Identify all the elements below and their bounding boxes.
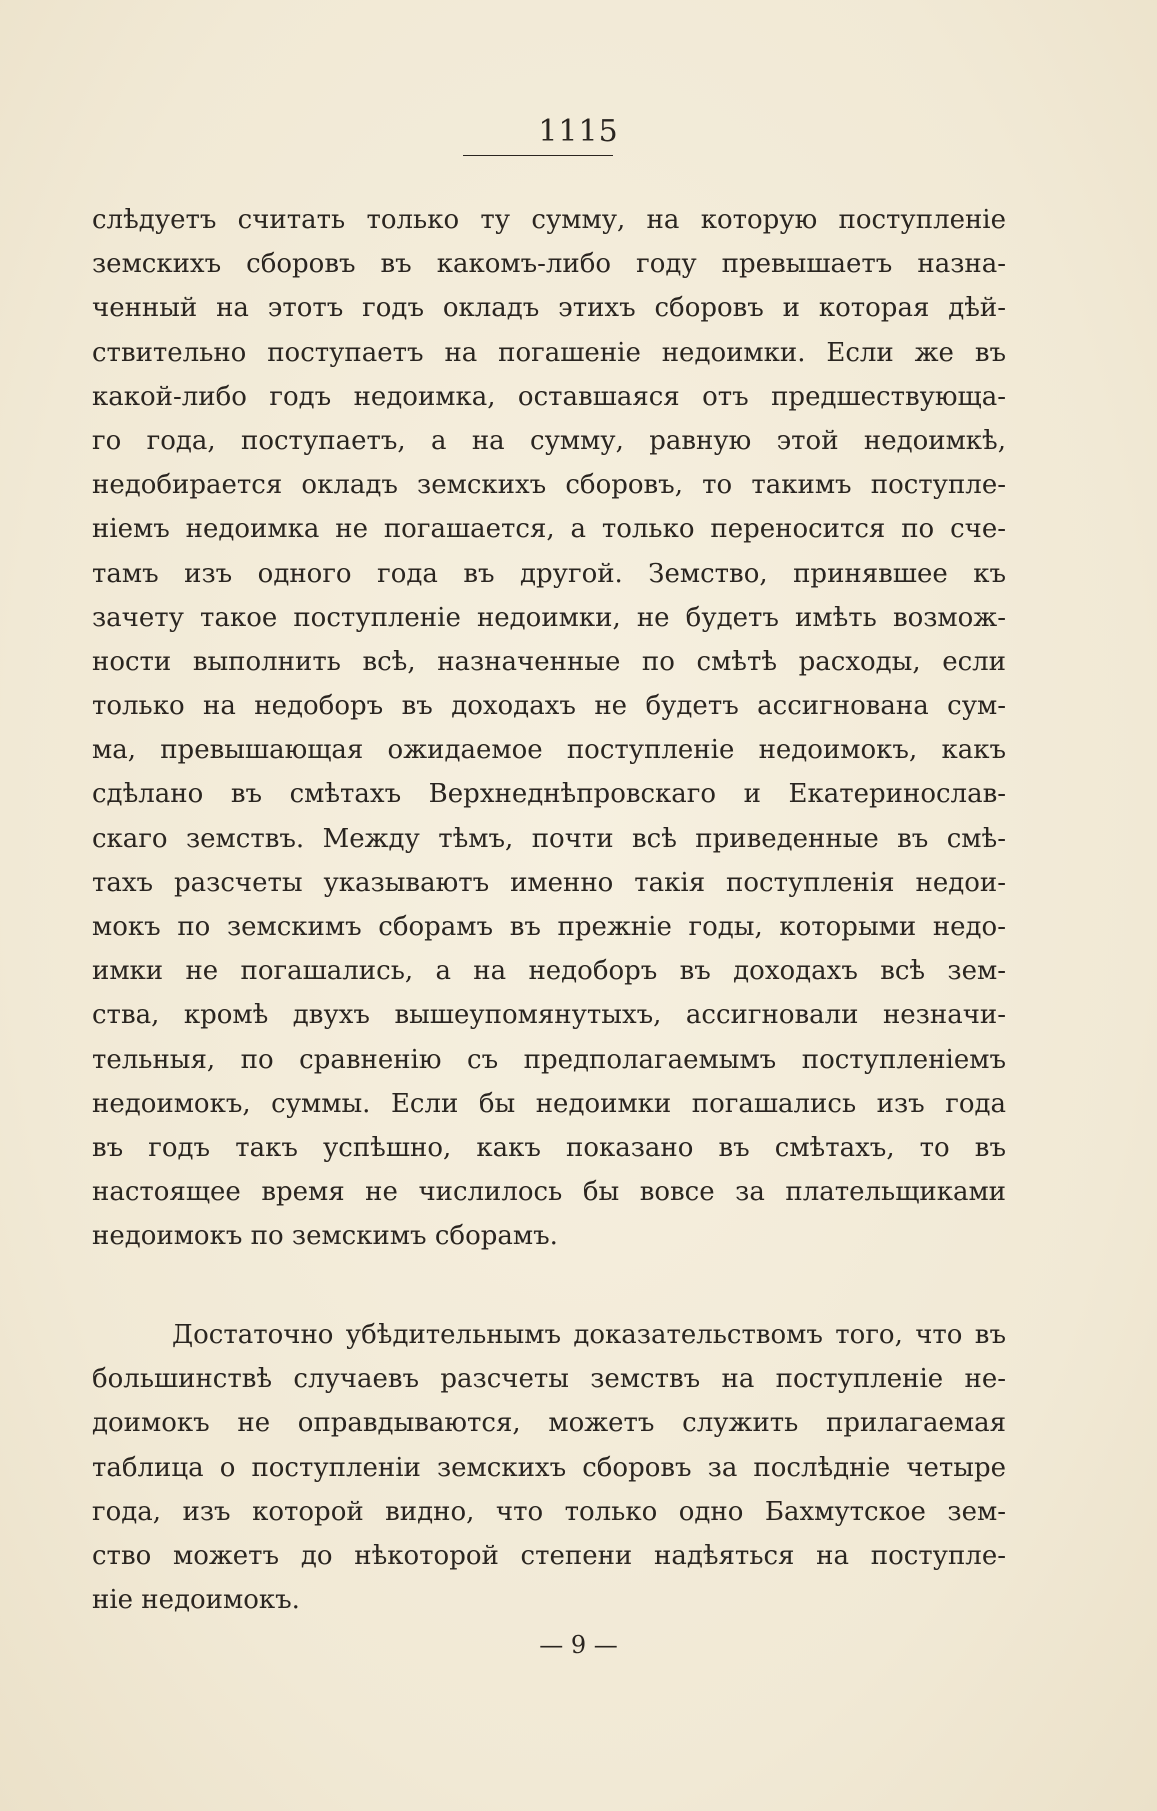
text-line: ченный на этотъ годъ окладъ этихъ сборовъ и которая дѣй- xyxy=(92,293,1006,324)
text-line: какой-либо годъ недоимка, оставшаяся отъ предшествующа- xyxy=(92,381,1006,412)
text-line: тахъ разсчеты указываютъ именно такія поступленія недои- xyxy=(92,867,1006,898)
text-line: имки не погашались, а на недоборъ въ доходахъ всѣ зем- xyxy=(92,956,1006,987)
text-line: доимокъ не оправдываются, можетъ служить прилагаемая xyxy=(92,1408,1006,1439)
text-line: недобирается окладъ земскихъ сборовъ, то такимъ поступле- xyxy=(92,470,1006,501)
text-line: ности выполнить всѣ, назначенные по смѣтѣ расходы, если xyxy=(92,646,1006,677)
text-line: въ годъ такъ успѣшно, какъ показано въ смѣтахъ, то въ xyxy=(92,1132,1006,1163)
text-line: земскихъ сборовъ въ какомъ-либо году превышаетъ назна- xyxy=(92,249,1006,280)
text-line: ствительно поступаетъ на погашеніе недоимки. Если же въ xyxy=(92,337,1006,368)
text-line: большинствѣ случаевъ разсчеты земствъ на поступленіе не- xyxy=(92,1364,1006,1395)
text-line: ма, превышающая ожидаемое поступленіе недоимокъ, какъ xyxy=(92,735,1006,766)
text-line: мокъ по земскимъ сборамъ въ прежніе годы, которыми недо- xyxy=(92,912,1006,942)
footer-page-label: — 9 — xyxy=(539,1631,618,1659)
paragraph-2 xyxy=(92,1313,1006,1622)
page-number-top: 1115 xyxy=(538,114,619,149)
text-line: настоящее время не числилось бы вовсе за плательщиками xyxy=(92,1177,1006,1208)
text-line: года, изъ которой видно, что только одно Бахмутское зем- xyxy=(92,1496,1006,1527)
text-line: ніе недоимокъ. xyxy=(92,1585,300,1616)
text-line: ство можетъ до нѣкоторой степени надѣяться на поступле- xyxy=(92,1540,1006,1571)
text-line: слѣдуетъ считать только ту сумму, на которую поступленіе xyxy=(92,205,1006,235)
text-line: только на недоборъ въ доходахъ не будетъ ассигнована сум- xyxy=(92,691,1006,722)
text-line: Достаточно убѣдительнымъ доказательствомъ того, что въ xyxy=(172,1320,1006,1350)
text-line: го года, поступаетъ, а на сумму, равную этой недоимкѣ, xyxy=(92,425,1006,456)
text-line: недоимокъ, суммы. Если бы недоимки погашались изъ года xyxy=(92,1088,1006,1119)
text-line: зачету такое поступленіе недоимки, не будетъ имѣть возмож- xyxy=(92,602,1006,633)
paragraph-1 xyxy=(92,198,1006,1259)
text-line: скаго земствъ. Между тѣмъ, почти всѣ приведенные въ смѣ- xyxy=(92,823,1006,854)
text-line: сдѣлано въ смѣтахъ Верхнеднѣпровскаго и Екатеринослав- xyxy=(92,779,1006,810)
text-line: ніемъ недоимка не погашается, а только переносится по сче- xyxy=(92,514,1006,545)
text-line: ства, кромѣ двухъ вышеупомянутыхъ, ассигновали незначи- xyxy=(92,1000,1006,1031)
text-line: таблица о поступленіи земскихъ сборовъ за послѣдніе четыре xyxy=(92,1452,1006,1483)
text-line: тельныя, по сравненію съ предполагаемымъ поступленіемъ xyxy=(92,1044,1006,1075)
text-line: недоимокъ по земскимъ сборамъ. xyxy=(92,1221,558,1252)
page-number-underline xyxy=(463,155,613,156)
text-line: тамъ изъ одного года въ другой. Земство, принявшее къ xyxy=(92,558,1006,589)
